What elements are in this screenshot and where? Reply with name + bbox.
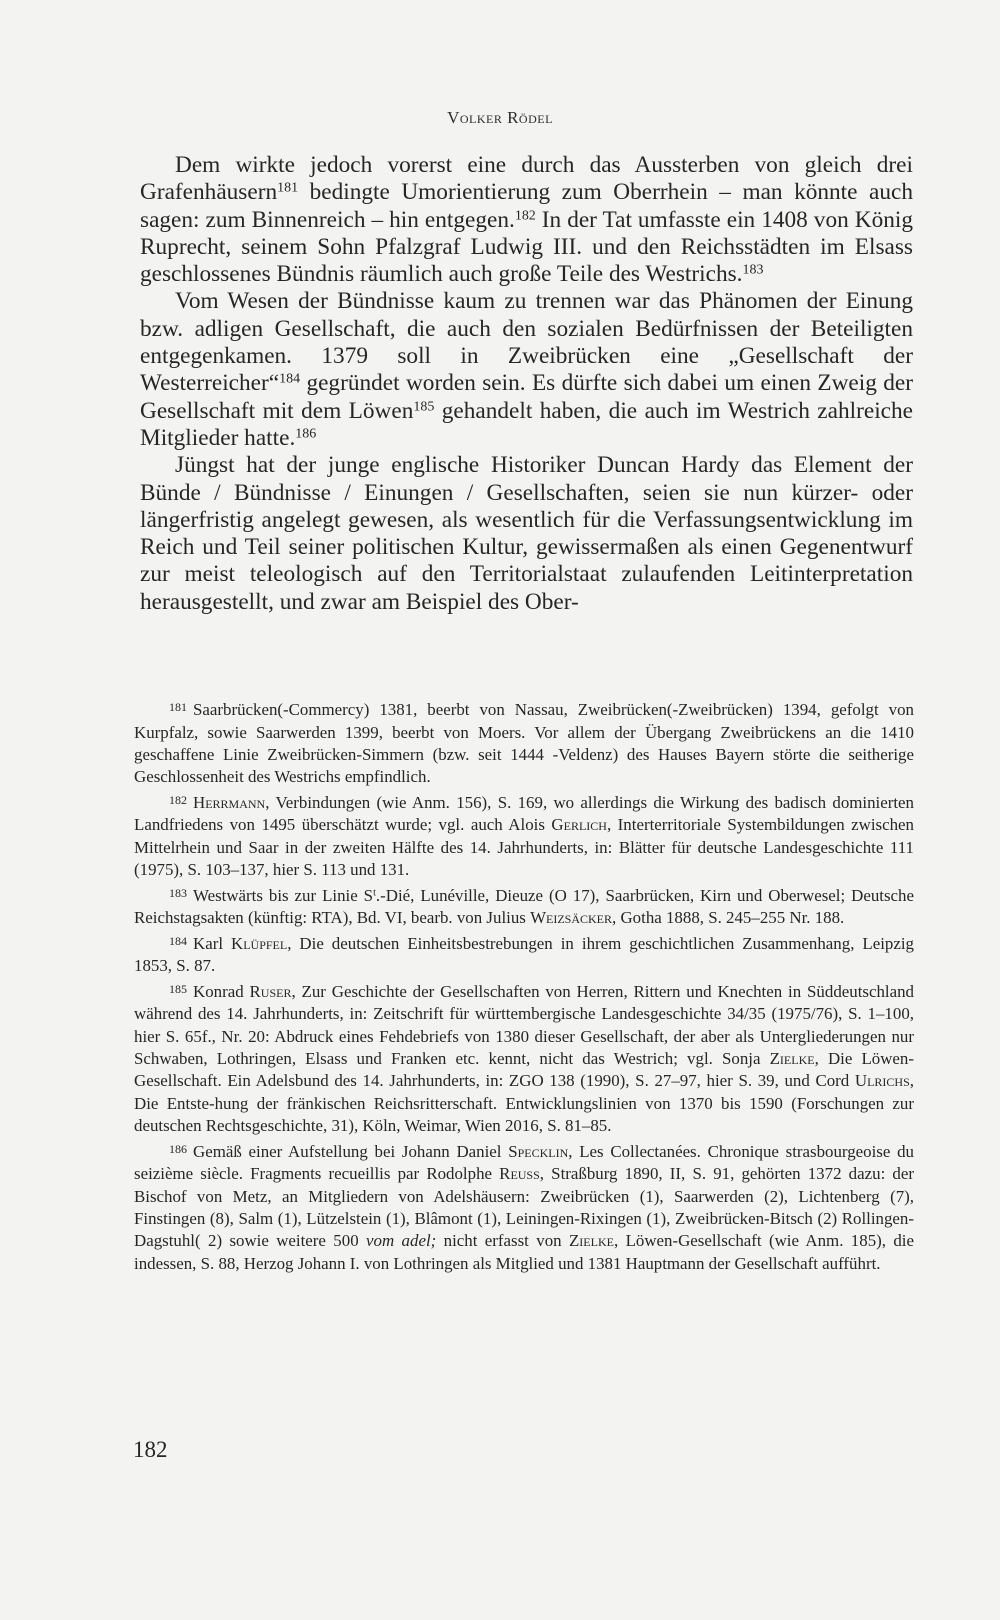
author-name: Ulrichs	[854, 1071, 910, 1091]
author-name: Ruser	[249, 981, 292, 1001]
quoted-term: vom adel;	[366, 1231, 437, 1251]
author-name: Klüpfel	[231, 933, 288, 953]
author-name: Specklin	[508, 1141, 569, 1161]
footnote-ref-182[interactable]: 182	[514, 207, 536, 223]
footnote-ref-184[interactable]: 184	[279, 371, 301, 387]
running-head: Volker Rödel	[447, 108, 553, 127]
footnote-181: $^{181}$ Saarbrücken(-Commercy) 1381, beerbt von Nassau, Zweibrücken(-Zweibrücken) 1394, gefolgt von Kurpfalz, sowie Saarwerden 1399, beerbt von Moers. Vor allem der Übergang Zweibrückens an die 1410 geschaffene Linie Zweibrücken-Simmern (bzw. seit 1444 -Veldenz) des Hauses Bayern störte die seitherige Geschlossenheit des Westrichs empfindlich.	[134, 700, 914, 787]
page-number: 182	[133, 1437, 168, 1462]
author-name: Gerlich	[551, 815, 607, 835]
footnote-182: $^{182}$ Herrmann, Verbindungen (wie Anm. 156), S. 169, wo allerdings die Wirkung des badisch dominierten Landfriedens von 1495 überschätzt wurde; vgl. auch Alois Gerlich, Interterritoriale Systembildungen zwischen Mittelrhein und Saar in der zweiten Hälfte des 14. Jahrhunderts, in: Blätter für deutsche Landesgeschichte 111 (1975), S. 103–137, hier S. 113 und 131.	[134, 792, 914, 880]
footnote-185: $^{185}$ Konrad Ruser, Zur Geschichte der Gesellschaften von Herren, Rittern und Knechten in Süddeutschland während des 14. Jahrhunderts, in: Zeitschrift für württembergische Landesgeschichte 34/35 (1975/76), S. 1–100, hier S. 65f., Nr. 20: Abdruck eines Fehdebriefs von 1380 dieser Gesellschaft, der aber als Untergliederungen nur Schwaben, Lothringen, Elsass und Franken etc. kennt, nicht das Westrich; vgl. Sonja Zielke, Die Löwen-Gesellschaft. Ein Adelsbund des 14. Jahrhunderts, in: ZGO 138 (1990), S. 27–97, hier S. 39, und Cord Ulrichs, Die Entste-hung der fränkischen Reichsritterschaft. Entwicklungslinien von 1370 bis 1590 (Forschungen zur deutschen Rechtsgeschichte, 31), Köln, Weimar, Wien 2016, S. 81–85.	[134, 981, 914, 1136]
paragraph-3: Jüngst hat der junge englische Historiker Duncan Hardy das Element der Bünde / Bündnisse / Einungen / Gesellschaften, seien sie nun kürzer- oder längerfristig angelegt gewesen, als wesentlich für die Verfassungsentwicklung im Reich und Teil seiner politischen Kultur, gewissermaßen als einen Gegenentwurf zur meist teleologisch auf den Territorialstaat zulaufenden Leitinterpretation herausgestellt, und zwar am Beispiel des Ober-	[140, 452, 913, 615]
footnotes	[134, 696, 914, 1275]
footnote-number: 183	[169, 885, 187, 900]
footnote-number: 185	[169, 981, 187, 996]
footnote-ref-185[interactable]: 185	[413, 398, 435, 414]
author-name: Zielke	[568, 1231, 614, 1251]
footnote-number: 184	[169, 933, 187, 948]
footnote-184: $^{184}$ Karl Klüpfel, Die deutschen Einheitsbestrebungen in ihrem geschichtlichen Zusammenhang, Leipzig 1853, S. 87.	[134, 933, 914, 976]
author-name: Zielke	[769, 1049, 815, 1069]
footnote-183: $^{183}$ Westwärts bis zur Linie $S^t$.-Dié, Lunéville, Dieuze (O 17), Saarbrücken, Kirn und Oberwesel; Deutsche Reichstagsakten (künftig: RTA), Bd. VI, bearb. von Julius Weizsäcker, Gotha 1888, S. 245–255 Nr. 188.	[134, 885, 914, 928]
footnote-ref-183[interactable]: 183	[742, 262, 764, 278]
footnote-ref-186[interactable]: 186	[295, 426, 317, 442]
author-name: Herrmann	[193, 793, 266, 812]
author-name: Weizsäcker	[530, 908, 613, 928]
author-name: Reuss	[499, 1164, 540, 1184]
footnote-number: 182	[169, 792, 187, 807]
paragraph-2: Vom Wesen der Bündnisse kaum zu trennen war das Phänomen der Einung bzw. adligen Gesellschaft, die auch den sozialen Bedürfnissen der Beteiligten entgegenkamen. 1379 soll in Zweibrücken eine „Gesellschaft der Westerreicher“$^{184}$ gegründet worden sein. Es dürfte sich dabei um einen Zweig der Gesellschaft mit dem Löwen$^{185}$ gehandelt haben, die auch im Westrich zahlreiche Mitglieder hatte.$^{186}$	[140, 288, 913, 451]
main-text	[140, 152, 913, 616]
footnote-number: 186	[169, 1141, 187, 1156]
footnote-186: $^{186}$ Gemäß einer Aufstellung bei Johann Daniel Specklin, Les Collectanées. Chronique strasbourgeoise du seizième siècle. Fragments recueillis par Rodolphe Reuss, Straßburg 1890, II, S. 91, gehörten 1372 dazu: der Bischof von Metz, an Mitgliedern von Adelshäusern: Zweibrücken (1), Saarwerden (2), Lichtenberg (7), Finstingen (8), Salm (1), Lützelstein (1), Blâmont (1), Leiningen-Rixingen (1), Zweibrücken-Bitsch (2) Rollingen-Dagstuhl( 2) sowie weitere 500 vom adel; nicht erfasst von Zielke, Löwen-Gesellschaft (wie Anm. 185), die indessen, S. 88, Herzog Johann I. von Lothringen als Mitglied und 1381 Hauptmann der Gesellschaft aufführt.	[134, 1141, 914, 1273]
paragraph-1: Dem wirkte jedoch vorerst eine durch das Aussterben von gleich drei Grafenhäusern$^{181}$ bedingte Umorientierung zum Oberrhein – man könnte auch sagen: zum Binnenreich – hin entgegen.$^{182}$ In der Tat umfasste ein 1408 von König Ruprecht, seinem Sohn Pfalzgraf Ludwig III. und den Reichsstädten im Elsass geschlossenes Bündnis räumlich auch große Teile des Westrichs.$^{183}$	[140, 152, 913, 288]
footnote-number: 181	[169, 700, 187, 714]
footnote-ref-181[interactable]: 181	[277, 180, 299, 196]
